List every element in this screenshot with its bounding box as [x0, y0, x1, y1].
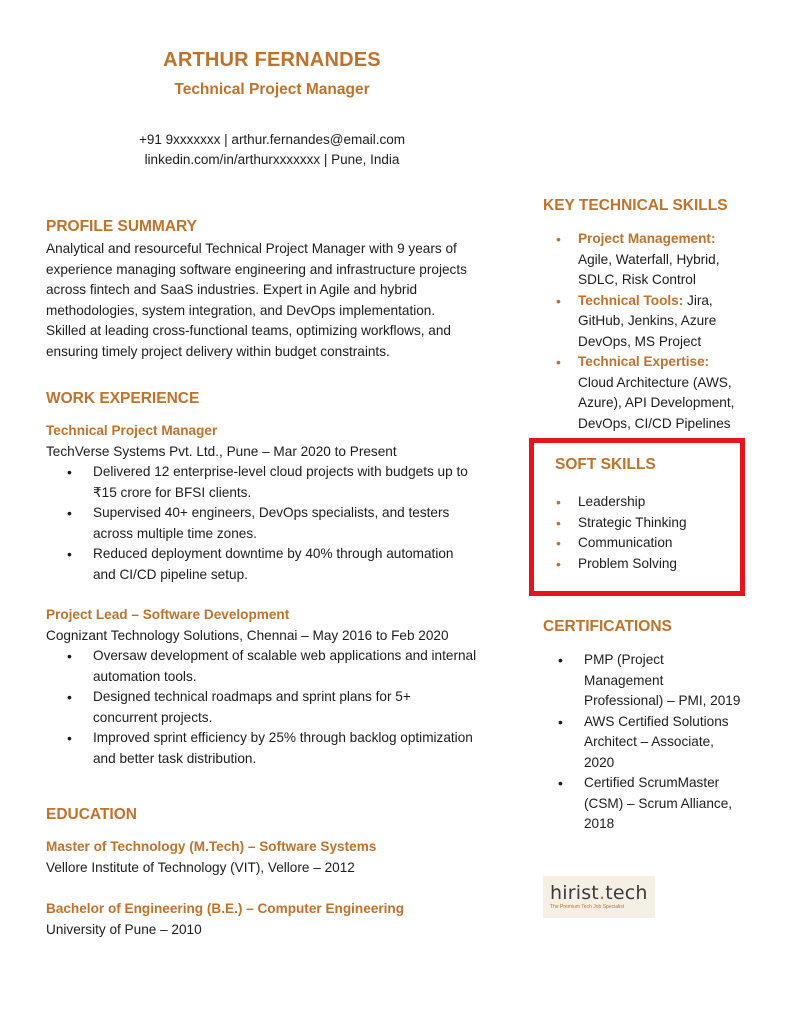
- job-bullets-2: [93, 646, 476, 769]
- soft-skills-list: [578, 492, 687, 574]
- job-bullets-1: [93, 462, 468, 585]
- list-item: • Supervised 40+ engineers, DevOps specialists, and testers across multiple time zones.: [93, 503, 468, 544]
- job-company-2: Cognizant Technology Solutions, Chennai – May 2016 to Feb 2020: [46, 628, 449, 643]
- soft-skills-heading: SOFT SKILLS: [555, 456, 656, 473]
- list-item: • Problem Solving: [578, 554, 687, 575]
- school-1: Vellore Institute of Technology (VIT), Vellore – 2012: [46, 860, 355, 875]
- profile-line: methodologies, system integration, and DevOps implementation.: [46, 302, 436, 318]
- job-title-2: Project Lead – Software Development: [46, 607, 290, 622]
- list-item: • Technical Tools: Jira, GitHub, Jenkins, Azure DevOps, MS Project: [578, 291, 734, 353]
- education-heading: EDUCATION: [46, 806, 137, 823]
- degree-1: Master of Technology (M.Tech) – Software Systems: [46, 839, 377, 854]
- profile-line: across fintech and SaaS industries. Expert in Agile and hybrid: [46, 282, 418, 297]
- profile-line: Skilled at leading cross-functional teams, optimizing workflows, and: [46, 323, 451, 338]
- technical-skills-heading: KEY TECHNICAL SKILLS: [543, 197, 728, 214]
- list-item: • Communication: [578, 533, 687, 554]
- candidate-name: ARTHUR FERNANDES: [163, 49, 381, 71]
- candidate-role: Technical Project Manager: [174, 81, 370, 98]
- certifications-heading: CERTIFICATIONS: [543, 618, 672, 635]
- list-item: • AWS Certified Solutions Architect – Associate, 2020: [584, 712, 740, 774]
- list-item: • Project Management: Agile, Waterfall, Hybrid, SDLC, Risk Control: [578, 229, 734, 291]
- list-item: • Designed technical roadmaps and sprint plans for 5+ concurrent projects.: [93, 687, 476, 728]
- list-item: • Technical Expertise: Cloud Architecture (AWS, Azure), API Development, DevOps, CI/CD Pipelines: [578, 352, 734, 434]
- profile-line: Analytical and resourceful Technical Project Manager with 9 years of: [46, 241, 457, 256]
- technical-skills-list: [578, 229, 734, 434]
- profile-summary-heading: PROFILE SUMMARY: [46, 218, 197, 235]
- job-company-1: TechVerse Systems Pvt. Ltd., Pune – Mar 2020 to Present: [46, 444, 397, 459]
- contact-line-2: linkedin.com/in/arthurxxxxxxx | Pune, India: [144, 152, 400, 167]
- degree-2: Bachelor of Engineering (B.E.) – Computer Engineering: [46, 901, 405, 916]
- job-title-1: Technical Project Manager: [46, 423, 218, 438]
- certifications-list: [584, 650, 740, 835]
- contact-line-1: +91 9xxxxxxx | arthur.fernandes@email.com: [139, 132, 405, 147]
- list-item: • PMP (Project Management Professional) – PMI, 2019: [584, 650, 740, 712]
- list-item: • Oversaw development of scalable web applications and internal automation tools.: [93, 646, 476, 687]
- work-experience-heading: WORK EXPERIENCE: [46, 390, 200, 407]
- list-item: • Improved sprint efficiency by 25% through backlog optimization and better task distribution.: [93, 728, 476, 769]
- list-item: • Certified ScrumMaster (CSM) – Scrum Alliance, 2018: [584, 773, 740, 835]
- hirist-tech-logo: hirist.tech The Premium Tech Job Specialist: [543, 876, 655, 918]
- list-item: • Leadership: [578, 492, 687, 513]
- list-item: • Strategic Thinking: [578, 513, 687, 534]
- list-item: • Reduced deployment downtime by 40% through automation and CI/CD pipeline setup.: [93, 544, 468, 585]
- school-2: University of Pune – 2010: [46, 922, 202, 937]
- profile-line: ensuring timely project delivery within budget constraints.: [46, 343, 390, 359]
- profile-line: experience managing software engineering and infrastructure projects: [46, 261, 467, 277]
- list-item: • Delivered 12 enterprise-level cloud projects with budgets up to ₹15 crore for BFSI clients.: [93, 462, 468, 503]
- profile-summary-text: [46, 239, 467, 362]
